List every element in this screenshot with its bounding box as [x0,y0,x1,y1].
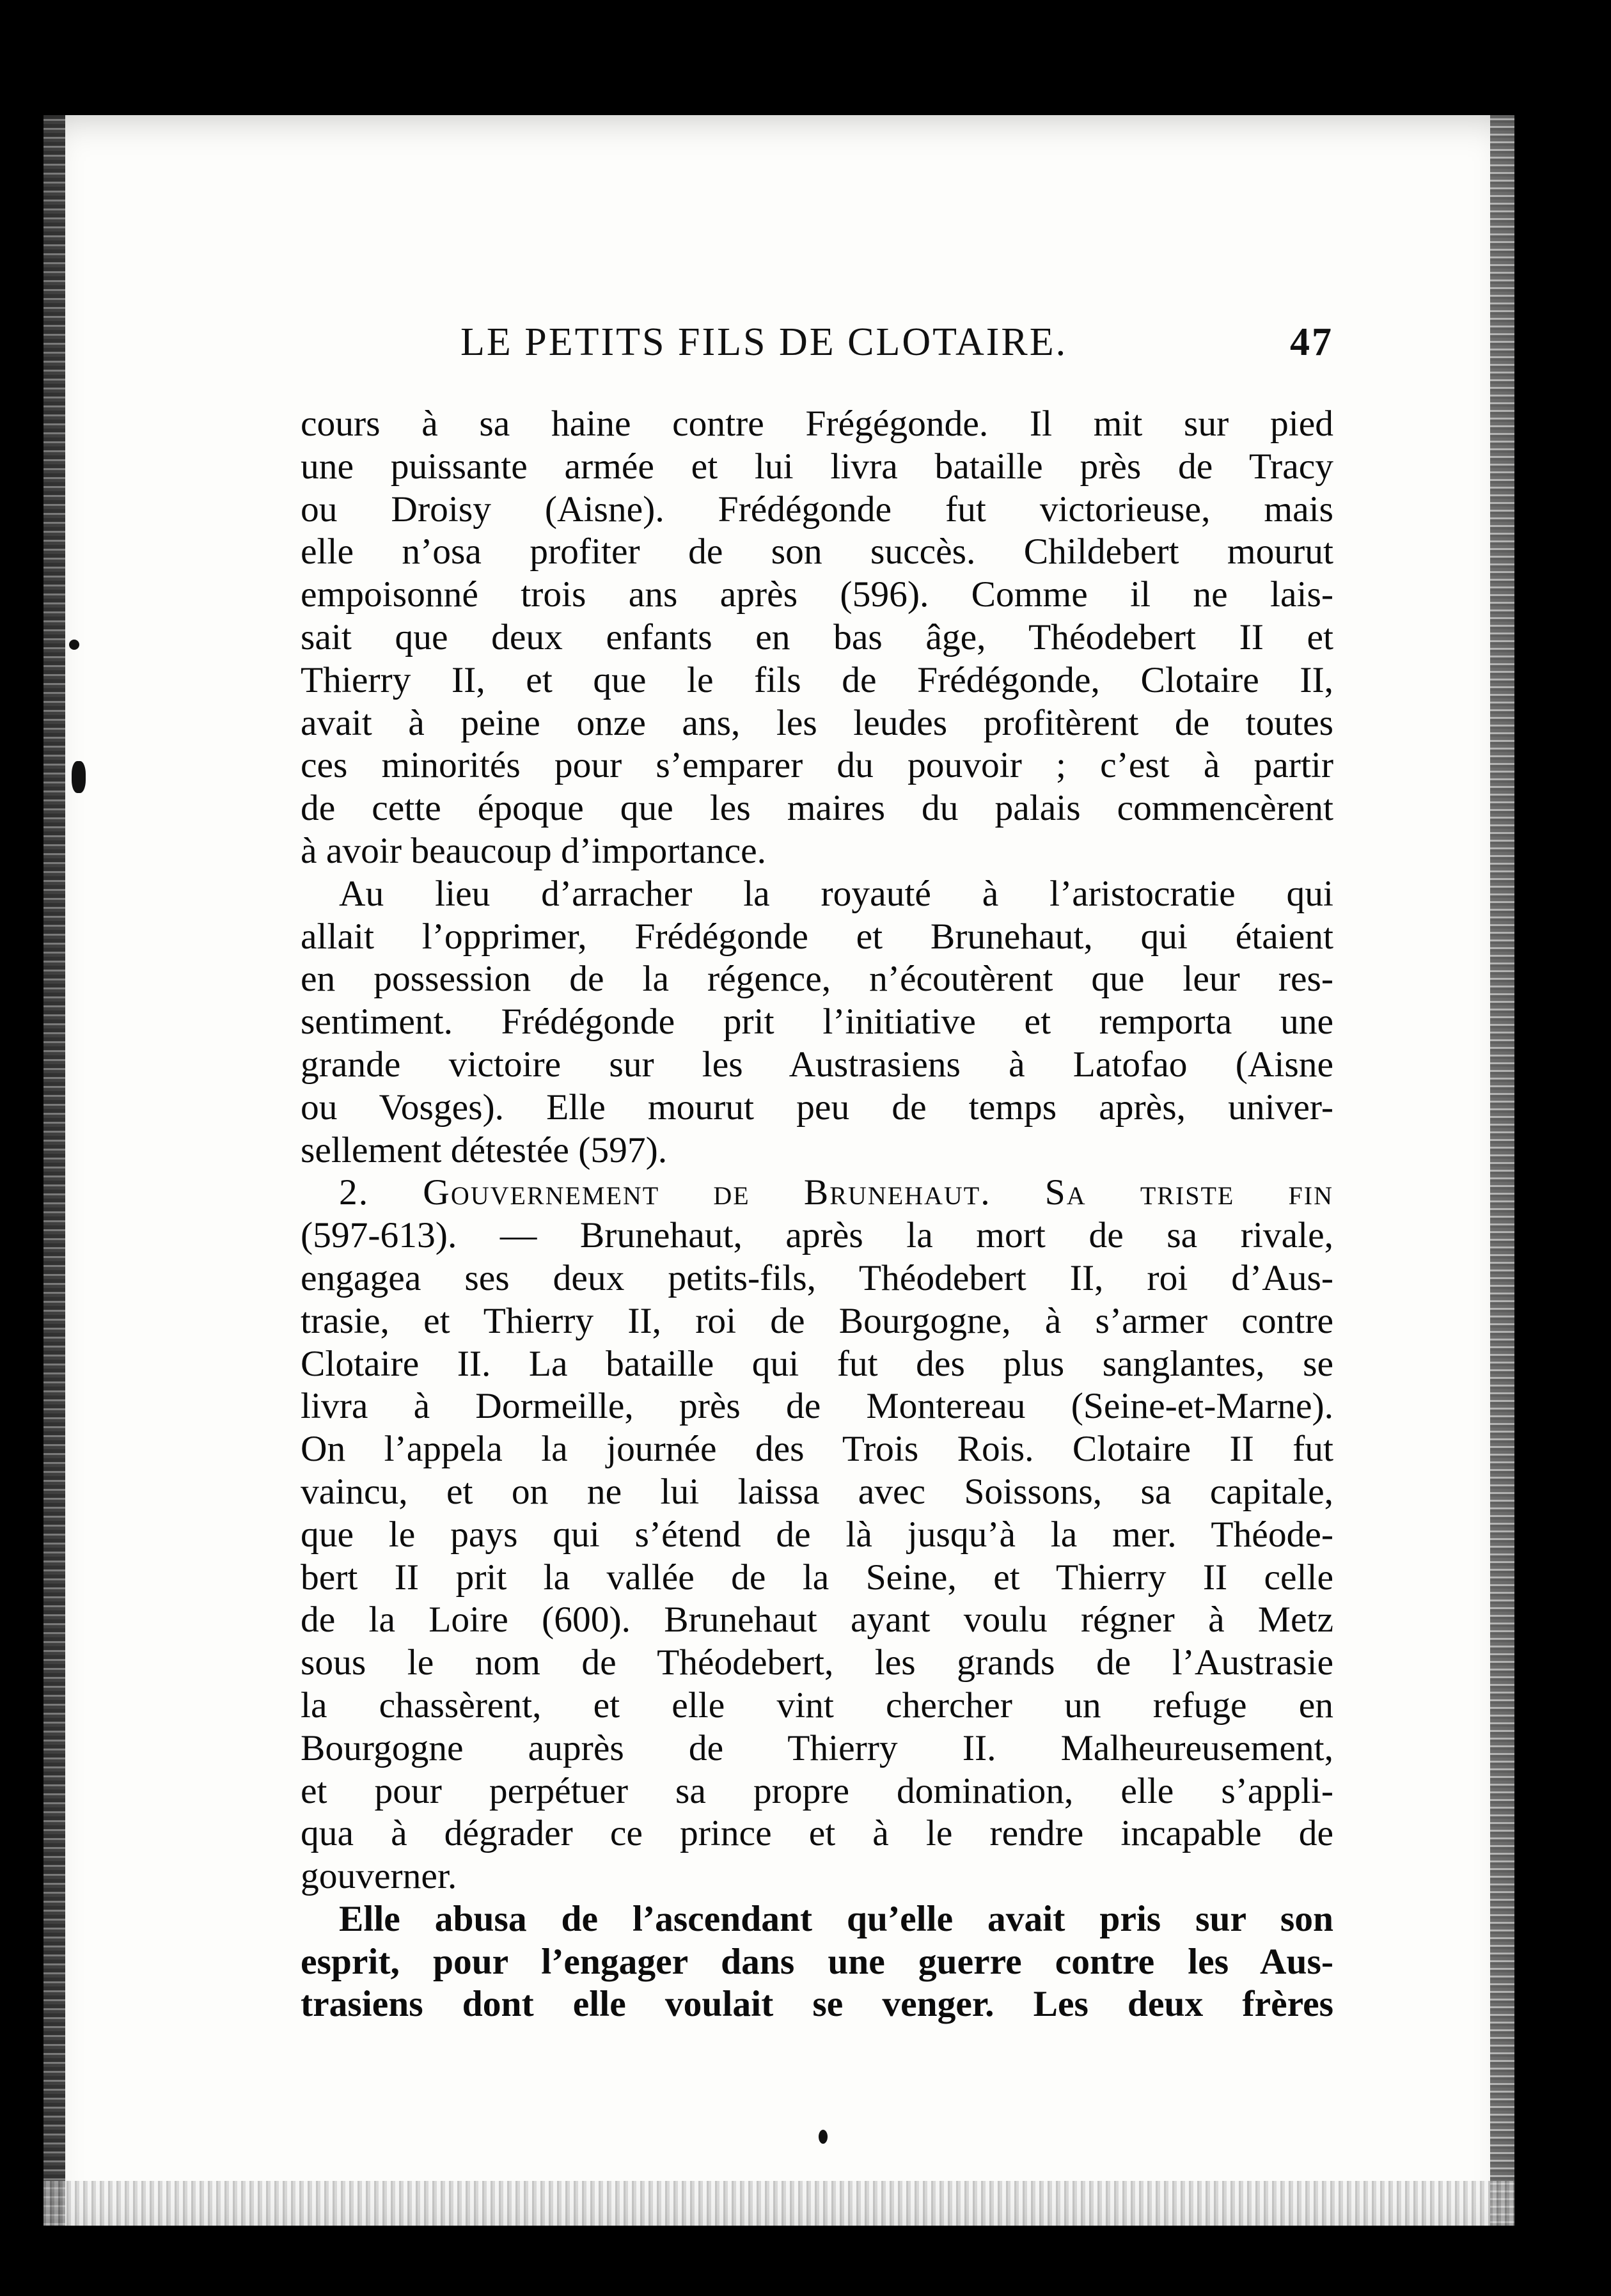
text-line: la chassèrent, et elle vint chercher un refuge en [301,1685,1333,1726]
scan-speck [69,640,79,650]
text-line: gouverner. [301,1856,457,1897]
text-line: trasiens dont elle voulait se venger. Les deux frères [301,1984,1333,2025]
page-header [301,320,1333,371]
text-line: Thierry II, et que le fils de Frédégonde, Clotaire II, [301,659,1333,700]
text-line: Clotaire II. La bataille qui fut des plus sanglantes, se [301,1343,1333,1384]
text-line: engagea ses deux petits-fils, Théodebert II, roi d’Aus- [301,1257,1333,1298]
scan-border-bottom [43,2181,1514,2226]
text-line: (597-613). — Brunehaut, après la mort de sa rivale, [301,1215,1333,1256]
text-line: que le pays qui s’étend de là jusqu’à la mer. Théode- [301,1514,1333,1555]
text-line: de cette époque que les maires du palais commencèrent [301,788,1333,829]
text-line: trasie, et Thierry II, roi de Bourgogne, à s’armer contre [301,1300,1333,1341]
text-line: ou Vosges). Elle mourut peu de temps après, univer- [301,1087,1333,1128]
section-heading: 2. Gouvernement de Brunehaut. Sa triste fin [339,1172,1333,1213]
text-line: de la Loire (600). Brunehaut ayant voulu régner à Metz [301,1600,1333,1640]
text-line: une puissante armée et lui livra bataille près de Tracy [301,446,1333,487]
text-line: sous le nom de Théodebert, les grands de l’Austrasie [301,1642,1333,1683]
text-line: Elle abusa de l’ascendant qu’elle avait pris sur son [339,1898,1333,1939]
text-line: avait à peine onze ans, les leudes profitèrent de toutes [301,702,1333,743]
scan-border-left [43,115,65,2226]
text-line: cours à sa haine contre Frégégonde. Il mit sur pied [301,404,1333,444]
text-line: empoisonné trois ans après (596). Comme il ne lais- [301,574,1333,615]
scan-speck [72,761,86,793]
page-number: 47 [1290,320,1333,364]
running-title: LE PETITS FILS DE CLOTAIRE. [460,320,1068,364]
text-line: Bourgogne auprès de Thierry II. Malheureusement, [301,1727,1333,1768]
text-line: grande victoire sur les Austrasiens à Latofao (Aisne [301,1044,1333,1085]
text-line: bert II prit la vallée de la Seine, et Thierry II celle [301,1557,1333,1598]
text-line: sentiment. Frédégonde prit l’initiative et remporta une [301,1002,1333,1042]
text-line: vaincu, et on ne lui laissa avec Soissons, sa capitale, [301,1471,1333,1512]
text-line: On l’appela la journée des Trois Rois. Clotaire II fut [301,1429,1333,1470]
text-line: à avoir beaucoup d’importance. [301,830,767,871]
text-line: ou Droisy (Aisne). Frédégonde fut victorieuse, mais [301,489,1333,530]
scan-speck [819,2130,828,2144]
text-line: elle n’osa profiter de son succès. Childebert mourut [301,531,1333,572]
text-line: Au lieu d’arracher la royauté à l’aristocratie qui [339,873,1333,914]
text-line: livra à Dormeille, près de Montereau (Seine-et-Marne). [301,1386,1333,1427]
text-line: sait que deux enfants en bas âge, Théodebert II et [301,617,1333,657]
text-line: qua à dégrader ce prince et à le rendre incapable de [301,1813,1333,1854]
text-line: ces minorités pour s’emparer du pouvoir ; c’est à partir [301,745,1333,786]
text-line: et pour perpétuer sa propre domination, elle s’appli- [301,1770,1333,1811]
text-line: esprit, pour l’engager dans une guerre contre les Aus- [301,1941,1333,1982]
body-text [301,403,1333,2026]
text-line: sellement détestée (597). [301,1129,668,1170]
text-line: en possession de la régence, n’écoutèrent que leur res- [301,959,1333,1000]
text-line: allait l’opprimer, Frédégonde et Brunehaut, qui étaient [301,916,1333,957]
scan-border-right [1490,115,1514,2226]
